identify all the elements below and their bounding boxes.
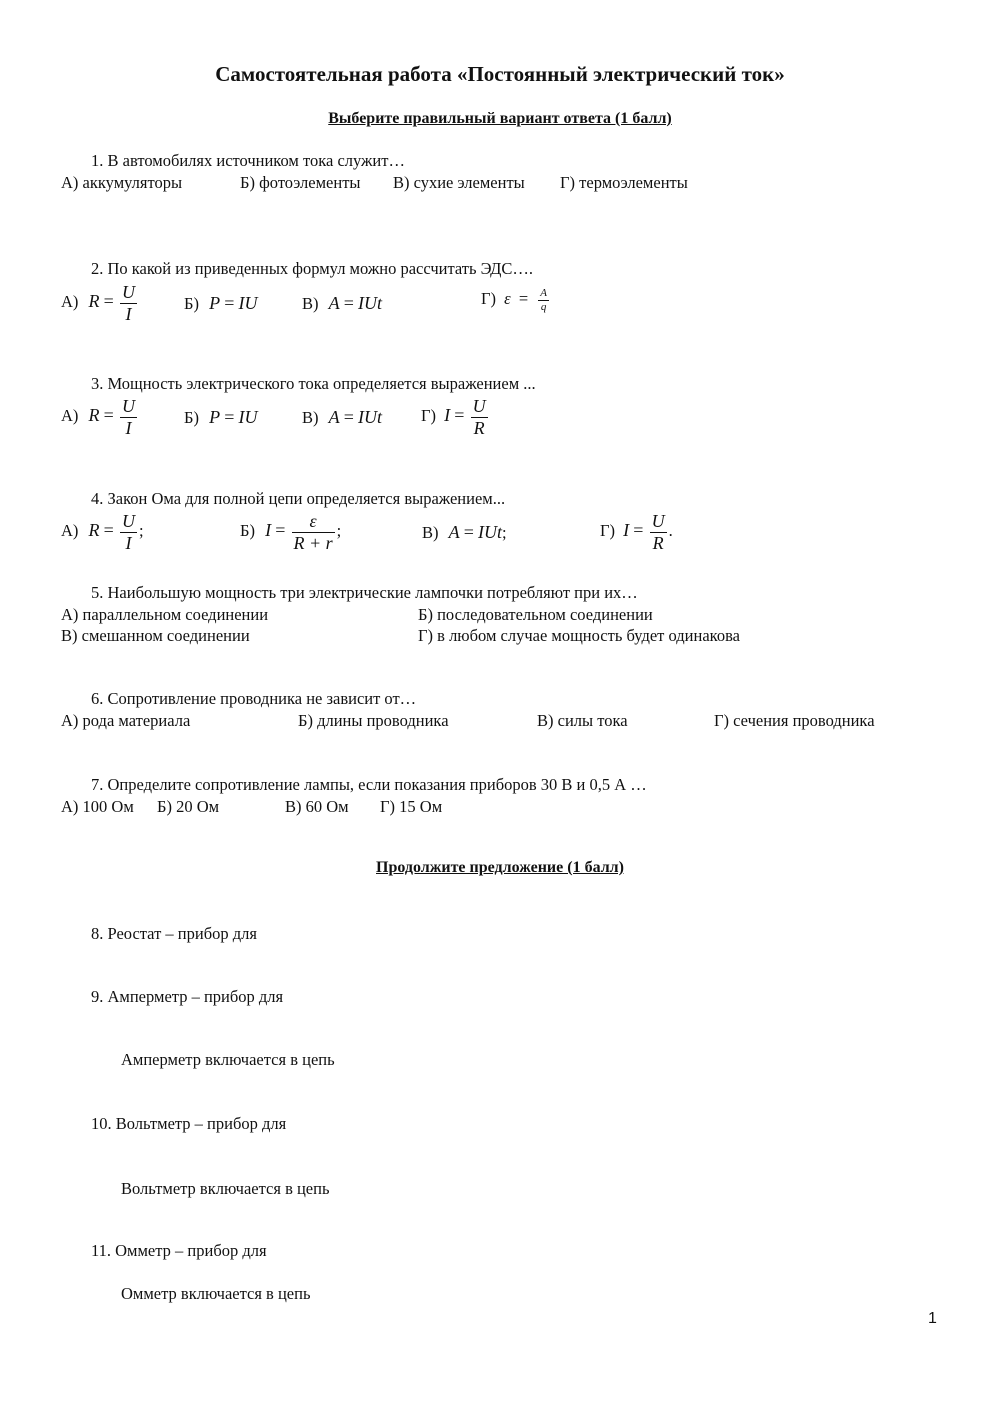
question-4: 4. Закон Ома для полной цепи определяется выражением...: [91, 489, 506, 508]
question-10-followup: Вольтметр включается в цепь: [121, 1179, 330, 1198]
q1-option-b: Б) фотоэлементы: [240, 173, 361, 192]
q7-option-a: А) 100 Ом: [61, 797, 134, 816]
q4-option-c: В) A = IUt;: [422, 522, 507, 542]
q2-option-a: А) R = $\frac{U}{I}$: [61, 282, 135, 324]
q2-option-d: Г) ε = $\frac{A}{q}$: [481, 287, 547, 313]
q4-option-b: Б) I = $\frac{\varepsilon}{R + r}$ ;: [240, 511, 342, 553]
q6-option-d: Г) сечения проводника: [714, 711, 875, 730]
q2-option-c: В) A = IUt: [302, 293, 383, 313]
question-11-followup: Омметр включается в цепь: [121, 1284, 311, 1303]
q3-option-d: Г) I = $\frac{U}{R}$: [421, 396, 486, 438]
q1-option-d: Г) термоэлементы: [560, 173, 688, 192]
page-title: Самостоятельная работа «Постоянный электрический ток»: [215, 62, 785, 86]
question-7: 7. Определите сопротивление лампы, если показания приборов 30 В и 0,5 А …: [91, 775, 647, 794]
page-number: 1: [928, 1310, 937, 1327]
question-9: 9. Амперметр – прибор для: [91, 987, 284, 1006]
q5-option-c: В) смешанном соединении: [61, 626, 250, 645]
question-9-followup: Амперметр включается в цепь: [121, 1050, 335, 1069]
section-heading-choice: Выберите правильный вариант ответа (1 балл): [328, 110, 672, 127]
q7-option-b: Б) 20 Ом: [157, 797, 220, 816]
q5-option-a: А) параллельном соединении: [61, 605, 269, 624]
question-8: 8. Реостат – прибор для: [91, 924, 257, 943]
q4-option-a: А) R = $\frac{U}{I}$ ;: [61, 511, 144, 553]
question-2: 2. По какой из приведенных формул можно рассчитать ЭДС….: [91, 259, 534, 278]
q7-option-c: В) 60 Ом: [285, 797, 349, 816]
q7-option-d: Г) 15 Ом: [380, 797, 443, 816]
q1-option-a: А) аккумуляторы: [61, 173, 183, 192]
q5-option-d: Г) в любом случае мощность будет одинакова: [418, 626, 740, 645]
q6-option-b: Б) длины проводника: [298, 711, 449, 730]
q3-option-c: В) A = IUt: [302, 407, 383, 427]
q3-option-b: Б) P = IU: [184, 407, 258, 427]
question-6: 6. Сопротивление проводника не зависит от…: [91, 689, 417, 708]
q2-option-b: Б) P = IU: [184, 293, 258, 313]
q6-option-a: А) рода материала: [61, 711, 191, 730]
q4-option-d: Г) I = $\frac{U}{R}$ .: [600, 511, 673, 553]
question-11: 11. Омметр – прибор для: [91, 1241, 267, 1260]
q3-option-a: А) R = $\frac{U}{I}$: [61, 396, 135, 438]
question-5: 5. Наибольшую мощность три электрические лампочки потребляют при их…: [91, 583, 638, 602]
question-3: 3. Мощность электрического тока определяется выражением ...: [91, 374, 536, 393]
question-10: 10. Вольтметр – прибор для: [91, 1114, 287, 1133]
q1-option-c: В) сухие элементы: [393, 173, 525, 192]
q6-option-c: В) силы тока: [537, 711, 628, 730]
question-1: 1. В автомобилях источником тока служит…: [91, 151, 405, 170]
q5-option-b: Б) последовательном соединении: [418, 605, 653, 624]
section-heading-complete: Продолжите предложение (1 балл): [376, 859, 624, 876]
